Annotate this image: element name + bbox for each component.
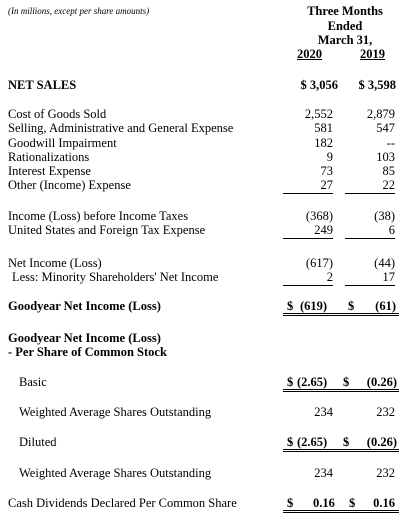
rationalizations-2019: 103 <box>376 149 395 164</box>
expense-label-other: Other (Income) Expense <box>8 178 131 193</box>
pretax-income-2019: (38) <box>374 209 395 223</box>
diluted-values <box>283 435 399 452</box>
pretax-labels <box>8 209 205 238</box>
tax-expense-2020: 249 <box>283 223 333 238</box>
period-line-2: Ended <box>327 18 363 33</box>
net-income-label: Net Income (Loss) <box>8 256 102 270</box>
dividends-dollar-2019: $ <box>349 496 356 510</box>
dividends-dollar-2020: $ <box>287 496 294 510</box>
year-2020-header: 2020 <box>297 47 322 61</box>
goodyear-net-label: Goodyear Net Income (Loss) <box>8 299 161 313</box>
sga-2019: 547 <box>376 121 395 136</box>
net-values-2019 <box>345 256 395 286</box>
diluted-2020: (2.65) <box>297 435 328 449</box>
diluted-dollar-2020: $ <box>287 435 294 449</box>
pretax-values-2019 <box>345 209 395 239</box>
net-sales-2019: $ 3,598 <box>358 78 396 92</box>
wavg-basic-label: Weighted Average Shares Outstanding <box>19 405 212 419</box>
goodwill-2019: -- <box>386 135 395 150</box>
expense-values-2020 <box>283 107 333 194</box>
minority-2020: 2 <box>283 270 333 285</box>
goodyear-net-dollar-2020: $ <box>287 299 294 313</box>
goodwill-2020: 182 <box>314 135 333 150</box>
dividends-values <box>283 496 399 513</box>
goodyear-net-2020: (619) <box>300 299 328 313</box>
expense-labels <box>8 107 233 193</box>
net-values-2020 <box>283 256 333 286</box>
minority-label: Less: Minority Shareholders' Net Income <box>12 270 219 285</box>
expense-label-interest: Interest Expense <box>8 164 91 179</box>
period-header <box>290 4 400 48</box>
pretax-values-2020 <box>283 209 333 239</box>
basic-values <box>283 375 399 392</box>
pretax-income-2020: (368) <box>305 209 333 223</box>
basic-dollar-2020: $ <box>287 375 294 389</box>
goodyear-net-dollar-2019: $ <box>348 299 355 313</box>
expense-label-goodwill: Goodwill Impairment <box>8 135 117 150</box>
dividends-label: Cash Dividends Declared Per Common Share <box>8 496 237 510</box>
tax-expense-2019: 6 <box>345 223 395 238</box>
net-sales-2020: $ 3,056 <box>300 78 338 92</box>
wavg-diluted-label: Weighted Average Shares Outstanding <box>19 466 212 480</box>
goodyear-net-2019: (61) <box>375 299 396 313</box>
wavg-diluted-2019: 232 <box>376 466 395 480</box>
net-income-2019: (44) <box>374 256 395 270</box>
other-2020: 27 <box>283 178 333 193</box>
sga-2020: 581 <box>314 121 333 136</box>
per-share-heading-line-1: Goodyear Net Income (Loss) <box>8 331 161 345</box>
wavg-diluted-2020: 234 <box>314 466 333 480</box>
expense-label-sga: Selling, Administrative and General Expense <box>8 121 234 136</box>
expense-values-2019 <box>345 107 395 194</box>
cogs-2019: 2,879 <box>366 107 395 121</box>
cogs-2020: 2,552 <box>304 107 333 121</box>
expense-label-cogs: Cost of Goods Sold <box>8 107 107 121</box>
dividends-2019: 0.16 <box>373 496 395 510</box>
basic-2020: (2.65) <box>297 375 328 389</box>
expense-label-rationalizations: Rationalizations <box>8 149 90 164</box>
units-note: (In millions, except per share amounts) <box>8 6 150 16</box>
goodyear-net-values <box>283 299 399 316</box>
per-share-heading <box>8 331 167 360</box>
period-line-3: March 31, <box>317 33 373 47</box>
diluted-2019: (0.26) <box>366 435 397 449</box>
interest-2020: 73 <box>320 164 333 179</box>
interest-2019: 85 <box>382 164 395 179</box>
minority-2019: 17 <box>345 270 395 285</box>
basic-dollar-2019: $ <box>343 375 350 389</box>
diluted-label: Diluted <box>19 435 57 449</box>
period-line-1: Three Months <box>307 4 383 18</box>
pretax-income-label: Income (Loss) before Income Taxes <box>8 209 189 223</box>
net-labels <box>8 256 218 285</box>
basic-label: Basic <box>19 375 47 389</box>
net-income-2020: (617) <box>305 256 333 270</box>
wavg-basic-2020: 234 <box>314 405 333 419</box>
other-2019: 22 <box>345 178 395 193</box>
net-sales-label: NET SALES <box>8 78 77 92</box>
tax-expense-label: United States and Foreign Tax Expense <box>8 223 206 238</box>
dividends-2020: 0.16 <box>313 496 335 510</box>
diluted-dollar-2019: $ <box>343 435 350 449</box>
basic-2019: (0.26) <box>366 375 397 389</box>
wavg-basic-2019: 232 <box>376 405 395 419</box>
rationalizations-2020: 9 <box>326 149 333 164</box>
per-share-heading-line-2: - Per Share of Common Stock <box>8 345 167 360</box>
year-2019-header: 2019 <box>360 47 385 61</box>
